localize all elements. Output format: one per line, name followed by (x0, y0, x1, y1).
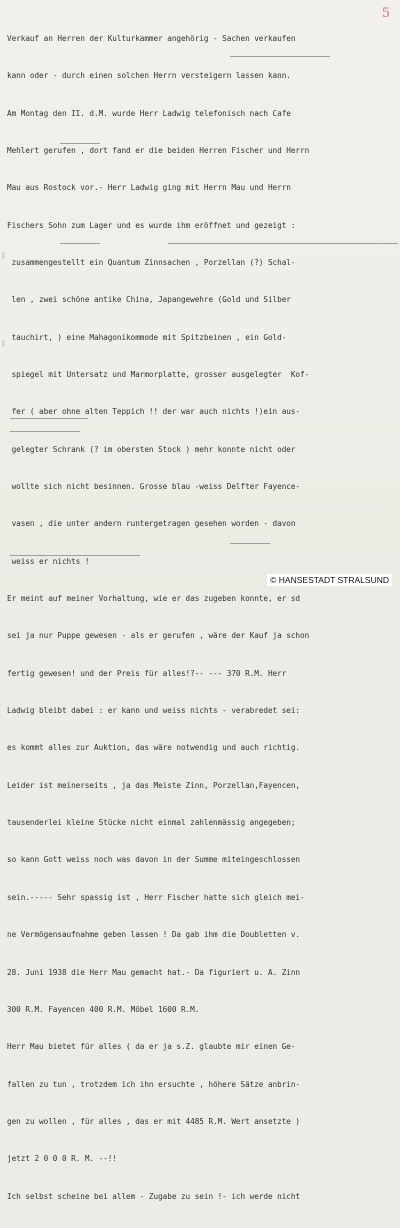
text-line: es kommt alles zur Auktion, das wäre notwendig und auch richtig. (7, 743, 301, 753)
text-line: weiss er nichts ! (7, 556, 90, 566)
text-line: sei ja nur Puppe gewesen - als er gerufen , wäre der Kauf ja schon (7, 631, 310, 641)
text-line: spiegel mit Untersatz und Marmorplatte, grosser ausgelegter Kof- (7, 370, 310, 379)
text-line: ne Vermögensaufnahme geben lassen ! Da gab ihm die Doubletten v. (7, 930, 301, 940)
text-line: vasen , die unter andern runtergetragen gesehen worden - davon (7, 519, 296, 529)
text-line: gelegter Schrank (? im obersten Stock ) mehr konnte nicht oder (7, 444, 296, 454)
text-line: zusammengestellt ein Quantum Zinnsachen , Porzellan (?) Schal- (7, 257, 296, 267)
text-line: Ich selbst scheine bei allem - Zugabe zu sein !- ich werde nicht (7, 1191, 301, 1201)
text-line: len , zwei schöne antike China, Japangewehre (Gold und Silber (7, 295, 291, 305)
pencil-underline (10, 431, 80, 432)
pencil-underline (230, 56, 330, 57)
text-line: Am Montag den II. d.M. wurde Herr Ladwig telefonisch nach Cafe (7, 108, 291, 118)
copyright-credit: © HANSESTADT STRALSUND (267, 574, 392, 586)
text-line: sein.----- Sehr spassig ist , Herr Fischer hatte sich gleich mei- (7, 892, 305, 902)
pencil-underline (230, 543, 270, 544)
text-line: fer ( aber ohne alten Teppich !! der war auch nichts !)ein aus- (7, 407, 301, 417)
binding-hole (2, 340, 5, 347)
pencil-underline (10, 555, 140, 556)
text-line: Ladwig bleibt dabei : er kann und weiss nichts - verabredet sei: (7, 706, 301, 716)
text-line: Leider ist meinerseits , ja das Meiste Zinn, Porzellan,Fayencen, (7, 780, 301, 790)
pencil-underline (10, 418, 88, 419)
text-line: wollte sich nicht besinnen. Grosse blau -weiss Delfter Fayence- (7, 482, 301, 492)
text-line: jetzt 2 0 0 0 R. M. --!! (7, 1154, 117, 1164)
text-line: so kann Gott weiss noch was davon in der Summe miteingeschlossen (7, 855, 301, 865)
text-line: gen zu wollen , für alles , das er mit 4485 R.M. Wert ansetzte ) (7, 1116, 301, 1126)
text-line: 300 R.M. Fayencen 400 R.M. Möbel 1600 R.M. (7, 1004, 200, 1014)
text-line: 28. Juni 1938 die Herr Mau gemacht hat.- Da figuriert u. A. Zinn (7, 967, 301, 977)
pencil-underline (60, 143, 100, 144)
binding-hole (2, 252, 5, 259)
pencil-underline (168, 243, 398, 244)
pencil-underline (60, 243, 100, 244)
text-line: kann oder - durch einen solchen Herrn versteigern lassen kann. (7, 71, 291, 81)
text-line: tauchirt, ) eine Mahagonikommode mit Spitzbeinen , ein Gold- (7, 332, 287, 342)
text-line: Herr Mau bietet für alles ( da er ja s.Z. glaubte mir einen Ge- (7, 1042, 296, 1052)
text-line: Mau aus Rostock vor.- Herr Ladwig ging mit Herrn Mau und Herrn (7, 183, 291, 193)
text-line: fertig gewesen! und der Preis für alles!?-- --- 370 R.M. Herr (7, 668, 287, 678)
text-line: Verkauf an Herren der Kulturkammer angehörig - Sachen verkaufen (7, 33, 296, 43)
handwritten-page-number: 5 (381, 6, 390, 21)
text-line: fallen zu tun , trotzdem ich ihn ersuchte , höhere Sätze anbrin- (7, 1079, 301, 1089)
text-line: Mehlert gerufen , dort fand er die beiden Herren Fischer und Herrn (7, 145, 310, 155)
text-line: Fischers Sohn zum Lager und es wurde ihm eröffnet und gezeigt : (7, 220, 296, 230)
text-line: tausenderlei kleine Stücke nicht einmal zahlenmässig angegeben; (7, 818, 296, 828)
text-line: Er meint auf meiner Vorhaltung, wie er das zugeben konnte, er sd (7, 594, 301, 604)
typewritten-text (7, 8, 395, 1228)
